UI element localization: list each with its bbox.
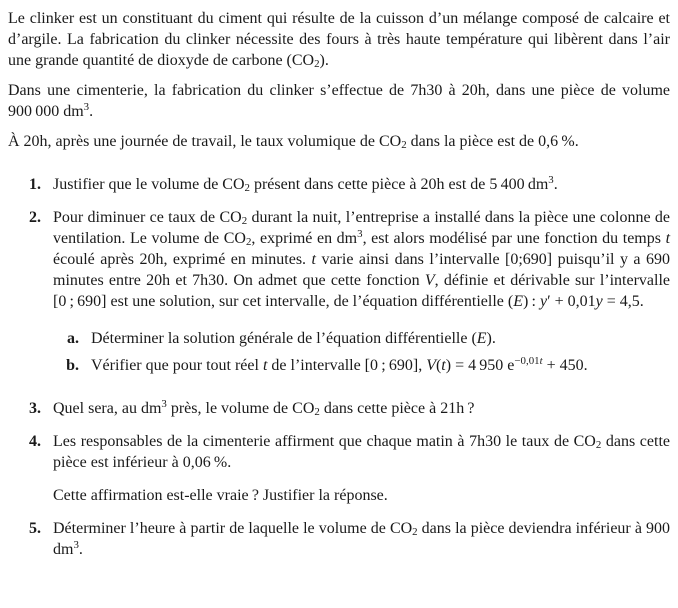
question-4-marker: 4. (29, 433, 41, 450)
question-5 (8, 518, 670, 560)
question-5-marker: 5. (29, 520, 41, 537)
question-3 (8, 398, 670, 419)
intro-paragraph-clinker: Le clinker est un constituant du ciment qui résulte de la cuisson d’un mélange composé de calcaire et d’argile. La fabrication du clinker nécessite des fours à très haute température qui libèrent dans l’air une grande quantité de dioxyde de carbone $(CO_2)$. (8, 10, 670, 71)
question-list (8, 174, 670, 560)
question-2b-text: Vérifier que pour tout réel t de l’intervalle [0 ; 690], V(t) = 4 950 $e^{-0,01t} + 450$. (91, 355, 588, 374)
question-3-marker: 3. (29, 400, 41, 417)
question-2b (53, 355, 670, 376)
question-2-text: Pour diminuer ce taux de $CO_2$ durant la nuit, l’entreprise a installé dans la pièce une colonne de ventilation. Le volume de $CO_2$, exprimé en $dm^3$, est alors modélisé par une fonction du temps t écoulé après 20h, exprimé en minutes. t varie ainsi dans l’intervalle [0;690] puisqu’il y a 690 minutes entre 20h et 7h30. On admet que cette fonction V, définie et dérivable sur l’intervalle [0 ; 690] est une solution, sur cet intervalle, de l’équation différentielle (E) : y′ + 0,01y = 4,5. (53, 209, 671, 310)
question-4-text: Les responsables de la cimenterie affirment que chaque matin à 7h30 le taux de $CO_2$ dans cette pièce est inférieur à 0,06 %. (53, 433, 670, 471)
question-2 (8, 207, 670, 386)
question-4-content (53, 431, 670, 506)
question-4 (8, 431, 670, 506)
question-2-sublist (53, 328, 670, 376)
question-2a-marker: a. (67, 330, 79, 347)
question-1-marker: 1. (29, 176, 41, 193)
question-2a (53, 328, 670, 349)
intro-paragraph-cimenterie: Dans une cimenterie, la fabrication du clinker s’effectue de 7h30 à 20h, dans une pièce de volume 900 000 $dm^3$. (8, 82, 670, 120)
question-5-text: Déterminer l’heure à partir de laquelle le volume de $CO_2$ dans la pièce deviendra inférieur à 900 $dm^3$. (53, 520, 670, 558)
question-2a-text: Déterminer la solution générale de l’équation différentielle (E). (91, 330, 496, 347)
intro-paragraph-taux-20h: À 20h, après une journée de travail, le taux volumique de $CO_2$ dans la pièce est de 0,6 %. (8, 133, 579, 152)
question-2-marker: 2. (29, 209, 41, 226)
question-2-content (53, 207, 670, 386)
question-1-text: Justifier que le volume de $CO_2$ présent dans cette pièce à 20h est de 5 400 $dm^3$. (53, 174, 558, 195)
question-3-text: Quel sera, au $dm^3$ près, le volume de $CO_2$ dans cette pièce à 21h ? (53, 398, 475, 419)
question-1 (8, 174, 670, 195)
question-4-text2: Cette affirmation est-elle vraie ? Justifier la réponse. (53, 487, 388, 504)
question-2b-marker: b. (66, 357, 79, 374)
